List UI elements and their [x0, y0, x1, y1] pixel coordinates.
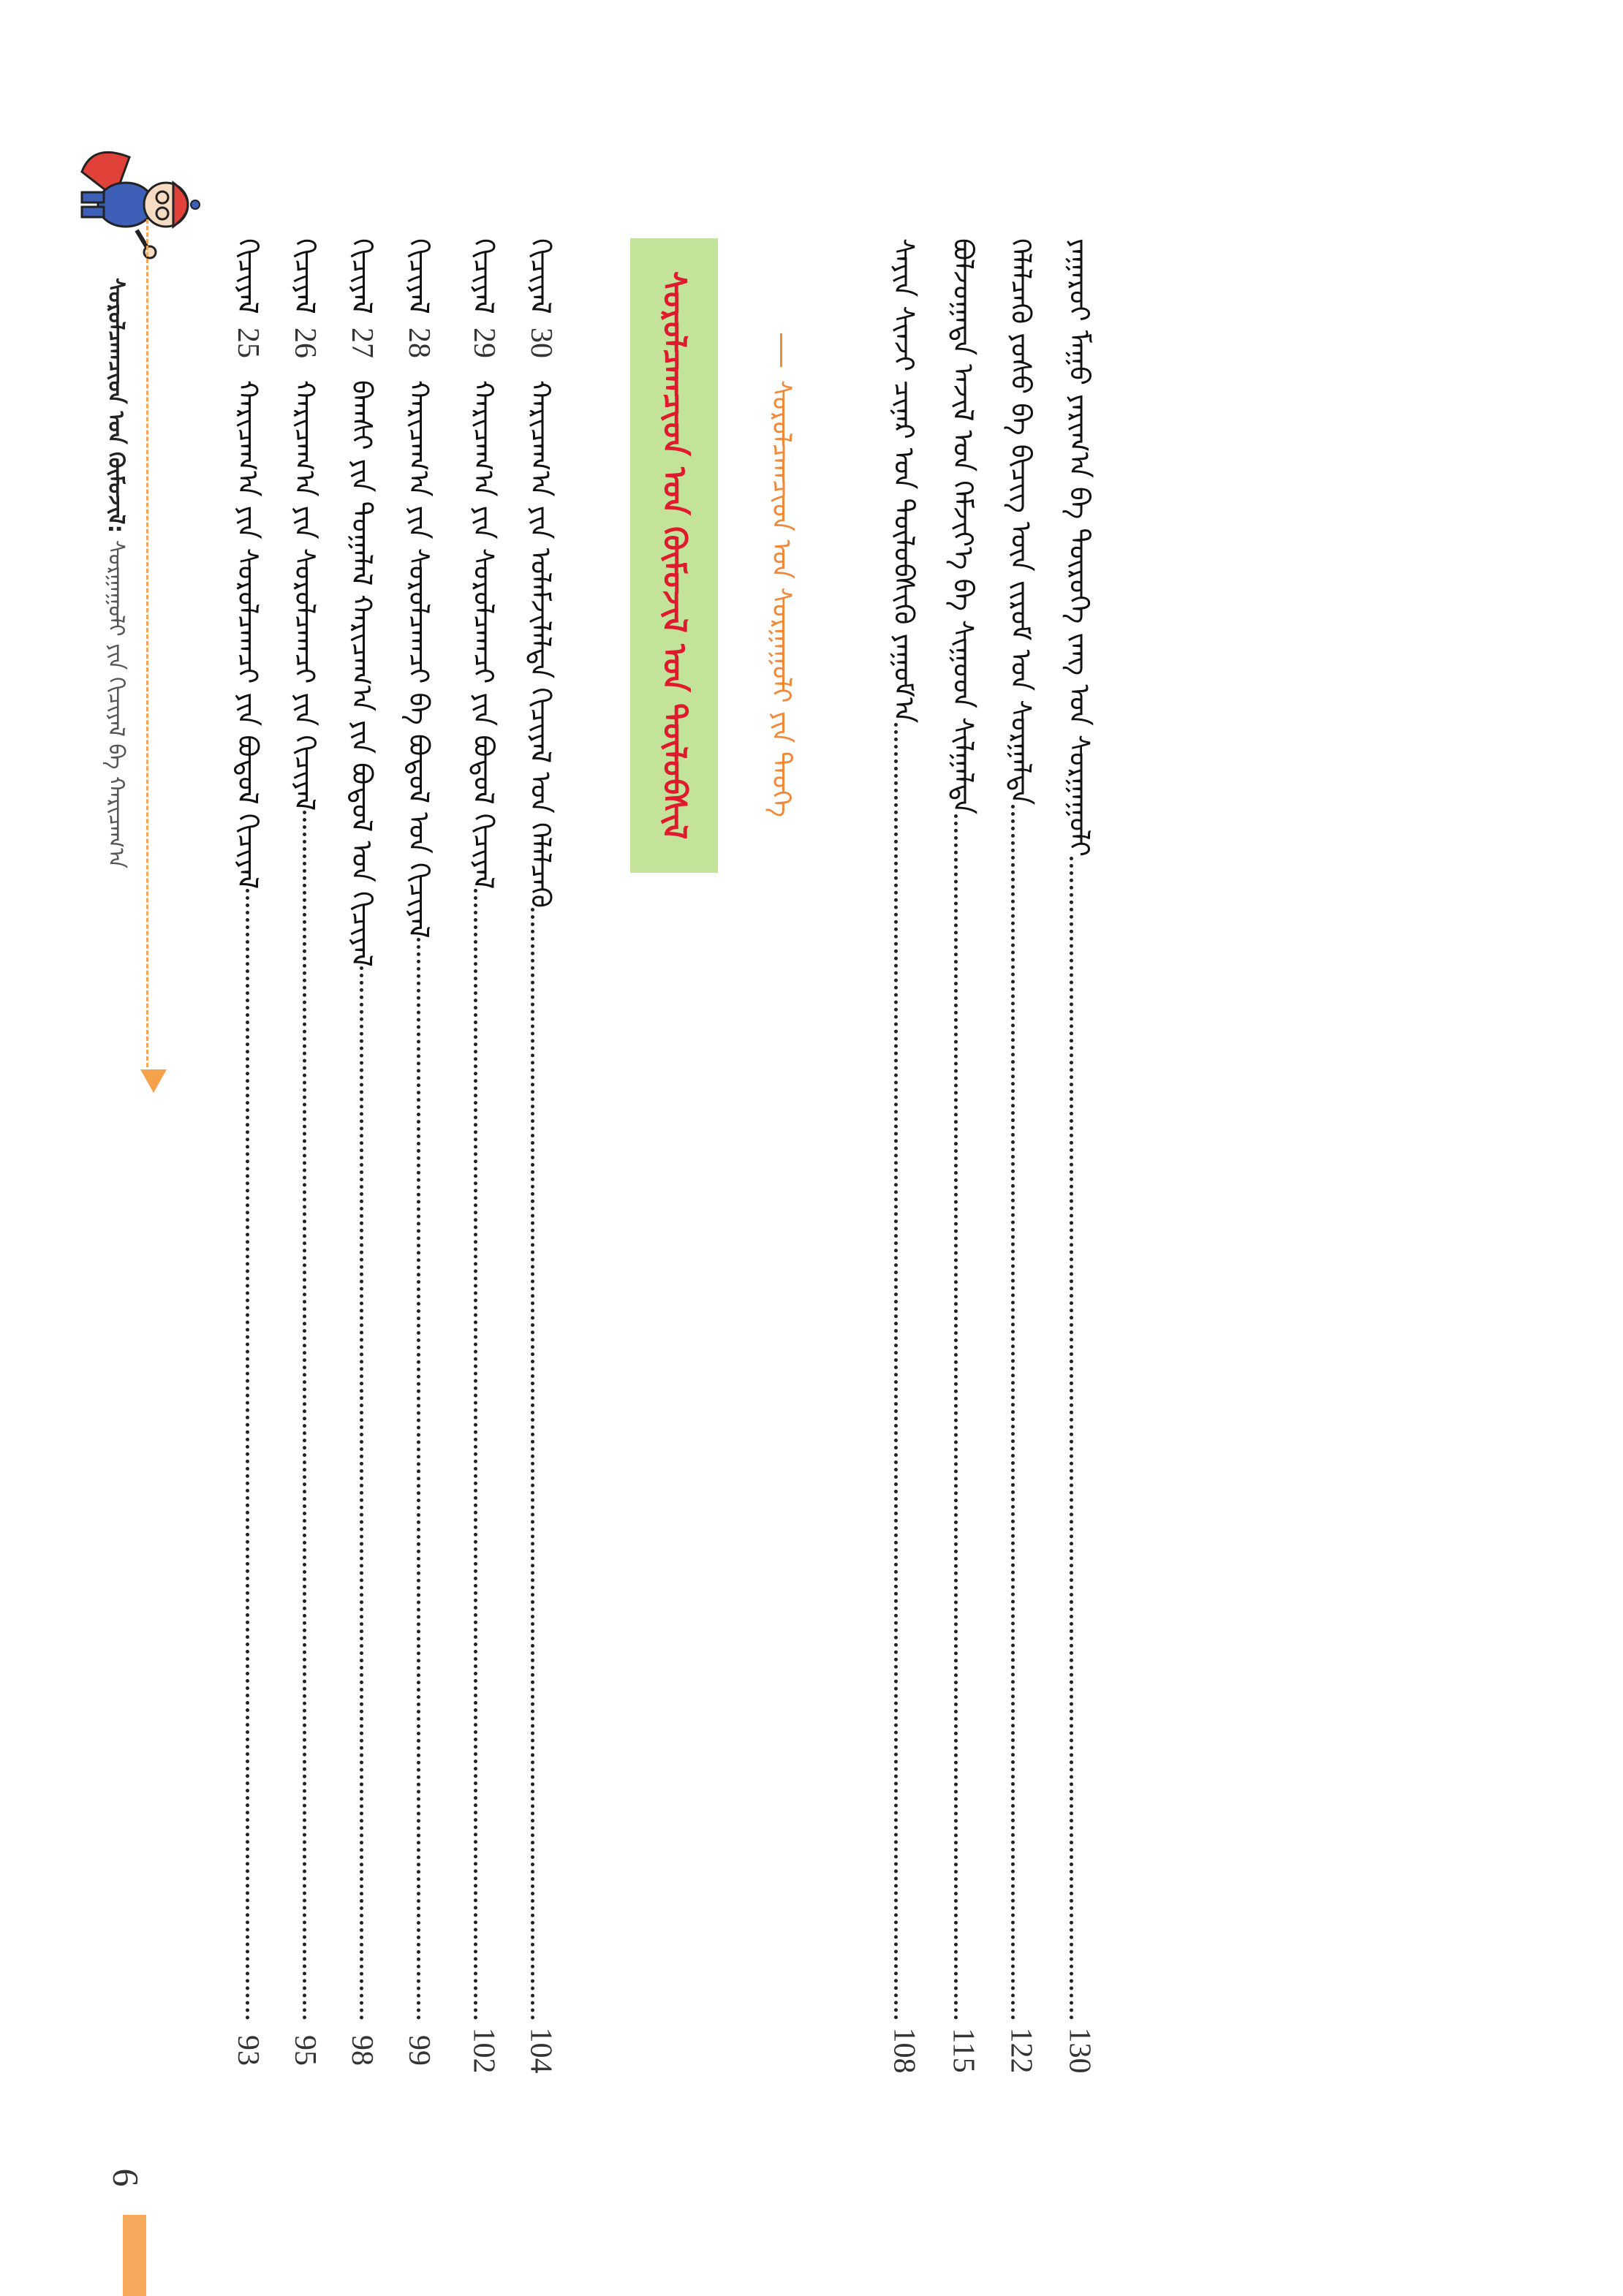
- toc-entry-page: 108: [887, 2027, 921, 2074]
- dot-leader: [417, 938, 420, 2020]
- dashed-divider: [146, 219, 148, 1067]
- lesson-number: 28: [402, 327, 436, 358]
- subheading: [768, 333, 794, 1174]
- lesson-entry-page: 95: [288, 2035, 322, 2066]
- lesson-entry[interactable]: [347, 238, 377, 2066]
- lesson-entry-page: 102: [466, 2027, 501, 2074]
- lesson-number: 27: [345, 327, 379, 358]
- dot-leader: [1011, 805, 1015, 2020]
- toc-entry-title: ᠰᠠᠶᠢᠨ ᠰᠢᠨᠵᠢ ᠴᠢᠨᠠᠷ ᠤᠨ ᠲᠥᠯᠦᠪᠰᠢᠬᠦ ᠶᠠᠭᠤᠮ᠎ᠠ: [888, 238, 920, 724]
- lesson-entry-page: 93: [231, 2035, 265, 2066]
- dot-leader: [954, 814, 958, 2020]
- dot-leader: [474, 889, 477, 2020]
- lesson-entry-label: ᠬᠢᠴᠢᠶᠡᠯ: [232, 238, 264, 314]
- page-number: 6: [105, 2168, 147, 2187]
- lesson-entry-title: ᠬᠠᠷᠢᠴᠠᠭ᠎ᠠ ᠶᠢᠨ ᠰᠤᠷᠤᠯᠴᠠᠭᠴᠢ ᠶᠢᠨ ᠪᠣᠳᠣᠯ ᠬᠢᠴᠢᠶᠡᠯ: [232, 379, 264, 889]
- lesson-entry[interactable]: [290, 238, 320, 2066]
- lesson-entry-label: ᠬᠢᠴᠢᠶᠡᠯ: [403, 238, 435, 314]
- subheading-text: ᠰᠤᠷᠤᠯᠴᠠᠭᠴᠢᠳ ᠤᠨ ᠰᠤᠷᠭᠠᠭᠤᠯᠢ ᠶᠢᠨ ᠲᠡᠦᠬᠡ: [766, 380, 796, 817]
- lesson-entry-label: ᠬᠢᠴᠢᠶᠡᠯ: [524, 238, 557, 314]
- lesson-entry-page: 99: [402, 2035, 436, 2066]
- page-accent-bar: [123, 2215, 146, 2296]
- toc-entry[interactable]: [1056, 238, 1102, 2074]
- running-title-bold: ᠰᠤᠷᠤᠯᠴᠠᠭᠴᠢᠳ ᠤᠨ ᠬᠥᠮᠦᠵᠢᠯ:: [103, 278, 129, 534]
- lesson-entry-title: ᠬᠠᠷᠢᠴᠠᠭ᠎ᠠ ᠶᠢᠨ ᠰᠤᠷᠤᠯᠴᠠᠭᠴᠢ ᠶᠢᠨ ᠪᠣᠳᠣᠯ ᠬᠢᠴᠢᠶᠡᠯ: [467, 379, 500, 889]
- lesson-entry-title: ᠬᠠᠷᠢᠴᠠᠭ᠎ᠠ ᠶᠢᠨ ᠰᠤᠷᠤᠯᠴᠠᠭᠴᠢ ᠪᠠ ᠪᠣᠳᠣᠯ ᠤᠨ ᠬᠢᠴᠢᠶᠡᠯ: [403, 379, 435, 939]
- flying-boy-mascot-icon: [67, 132, 221, 278]
- lesson-entry-title: ᠬᠠᠷᠢᠴᠠᠭ᠎ᠠ ᠶᠢᠨ ᠰᠤᠷᠤᠯᠴᠠᠭᠴᠢ ᠶᠢᠨ ᠬᠢᠴᠢᠶᠡᠯ: [289, 379, 321, 811]
- dot-leader: [303, 811, 306, 2020]
- toc-entry[interactable]: [998, 238, 1044, 2074]
- lesson-entry-page: 104: [523, 2027, 558, 2074]
- triangle-marker-icon: [140, 1069, 167, 1093]
- toc-entry-title: ᠪᠣᠯᠵᠣᠭᠠᠲᠠ ᠠᠵᠢᠯ ᠤᠨ ᠬᠡᠮᠵᠢᠶ᠎ᠡ ᠪᠠ ᠰᠢᠭᠤᠳ ᠰᠢᠯᠭᠠᠯᠲᠠ: [947, 238, 980, 815]
- toc-entry-title: ᠬᠡᠯᠡᠯᠴᠡᠬᠦ ᠶᠣᠰᠣ ᠪᠠ ᠪᠢᠴᠢᠭ᠌ ᠦᠨ ᠵᠢᠷᠤᠮ ᠤᠨ ᠰᠤᠷᠭᠠᠯᠲᠠ: [1005, 238, 1037, 806]
- dot-leader: [246, 889, 249, 2020]
- lesson-number: 26: [288, 327, 322, 358]
- lesson-entry-title: ᠬᠠᠷᠢᠴᠠᠭ᠎ᠠ ᠶᠢᠨ ᠤᠯᠠᠮᠵᠢᠯᠠᠯᠲᠠ ᠬᠢᠴᠢᠶᠡᠯ ᠤᠨ ᠬᠡᠯᠡᠯᠴᠡᠬᠦ: [524, 379, 557, 908]
- lesson-entry[interactable]: [518, 238, 564, 2074]
- section-heading-box: [630, 238, 718, 873]
- toc-entry[interactable]: [941, 238, 985, 2073]
- subheading-dash: [780, 333, 782, 367]
- dot-leader: [1070, 857, 1073, 2020]
- lesson-entry-page: 98: [345, 2035, 379, 2066]
- running-title-rest: ᠰᠤᠷᠭᠠᠭᠤᠯᠢ ᠶᠢᠨ ᠬᠢᠴᠢᠶᠡᠯ ᠪᠠ ᠬᠠᠷᠢᠴᠠᠭ᠎ᠠ: [103, 539, 129, 869]
- dot-leader: [894, 723, 898, 2020]
- lesson-number: 29: [466, 327, 501, 358]
- lesson-number: 30: [523, 327, 558, 358]
- lesson-entry-label: ᠬᠢᠴᠢᠶᠡᠯ: [289, 238, 321, 314]
- section-heading: ᠰᠤᠷᠤᠯᠴᠠᠭᠴᠢᠳ ᠤᠨ ᠬᠥᠮᠦᠵᠢᠯ ᠤᠨ ᠲᠥᠯᠦᠪᠰᠢᠯ: [655, 271, 693, 840]
- lesson-number: 25: [231, 327, 265, 358]
- dot-leader: [531, 908, 534, 2020]
- toc-entry-page: 122: [1004, 2027, 1038, 2074]
- lesson-entry[interactable]: [404, 238, 434, 2066]
- lesson-entry-label: ᠬᠢᠴᠢᠶᠡᠯ: [346, 238, 378, 314]
- toc-entry-page: 130: [1062, 2027, 1097, 2074]
- lesson-entry[interactable]: [461, 238, 507, 2074]
- toc-entry[interactable]: [881, 238, 927, 2074]
- lesson-entry-label: ᠬᠢᠴᠢᠶᠡᠯ: [467, 238, 500, 314]
- dot-leader: [360, 966, 363, 2020]
- toc-entry-page: 115: [946, 2028, 980, 2073]
- running-title: [97, 278, 135, 1118]
- toc-entry-title: ᠶᠠᠭᠠᠷᠤᠢ ᠮᠠᠭᠤ ᠶᠠᠷᠢᠭ᠎ᠠ ᠪᠠ ᠲᠥᠷᠦᠬᠡ ᠵᠠᠩ ᠤᠨ ᠰᠤᠷᠭᠠᠭᠤᠯᠢ: [1063, 238, 1096, 857]
- lesson-entry[interactable]: [232, 238, 263, 2066]
- lesson-entry-title: ᠪᠠᠭᠰᠢ ᠶᠢᠨ ᠲᠣᠭᠠᠯᠠᠯ ᠬᠠᠷᠢᠴᠠᠭ᠎ᠠ ᠶᠢᠨ ᠪᠣᠳᠣᠯ ᠤᠨ ᠬᠢᠴᠢᠶᠡᠯ: [346, 379, 378, 967]
